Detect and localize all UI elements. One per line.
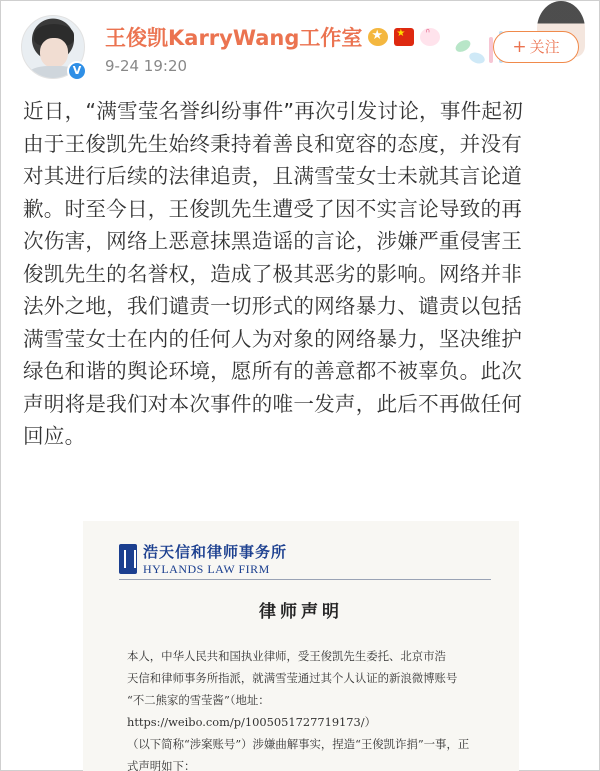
post-line: 声明将是我们对本次事件的唯一发声，此后不再做任何 <box>23 391 523 416</box>
law-firm-name <box>143 541 287 577</box>
law-firm-letterhead <box>119 541 287 577</box>
document-line: 天信和律师事务所指派，就满雪莹通过其个人认证的新浪微博账号 <box>127 671 458 685</box>
document-line: （以下简称“涉案账号”）涉嫌曲解事实，捏造“王俊凯诈捐”一事，正 <box>127 737 470 751</box>
document-line: “不二熊家的雪莹酱”（地址：https://weibo.com/p/1005051727719173/） <box>127 693 377 729</box>
post-line: 回应。 <box>23 424 86 448</box>
post-text <box>23 95 583 453</box>
law-firm-name-cn: 浩天信和律师事务所 <box>143 543 288 561</box>
post-line: 歉。时至今日，王俊凯先生遭受了因不实言论导致的再 <box>23 196 523 221</box>
leaf-icon <box>468 51 486 66</box>
document-line: 本人，中华人民共和国执业律师，受王俊凯先生委托、北京市浩 <box>127 649 446 663</box>
post-line: 绿色和谐的舆论环境，愿所有的善意都不被辜负。此次 <box>23 359 523 383</box>
post-header <box>1 1 600 91</box>
attached-document-image[interactable] <box>83 521 519 771</box>
document-title: 律师声明 <box>259 602 343 622</box>
crown-badge-icon[interactable] <box>368 28 388 46</box>
bunny-badge-icon[interactable] <box>420 28 440 46</box>
post-line: 次伤害，网络上恶意抹黑造谣的言论，涉嫌严重侵害王 <box>23 229 523 253</box>
plus-icon: + <box>512 37 527 57</box>
post-line: 法外之地，我们谴责一切形式的网络暴力、谴责以包括 <box>23 294 523 318</box>
china-flag-icon[interactable] <box>394 28 414 46</box>
document-body <box>127 645 493 771</box>
post-line: 由于王俊凯先生始终秉持着善良和宽容的态度，并没有 <box>23 131 523 156</box>
follow-button[interactable] <box>493 31 579 63</box>
account-name-row <box>105 23 440 51</box>
document-line: 式声明如下： <box>127 759 196 771</box>
letterhead-divider <box>119 579 491 580</box>
verified-icon: V <box>67 61 87 81</box>
leaf-icon <box>454 38 473 55</box>
post-line: 满雪莹女士在内的任何人为对象的网络暴力，坚决维护 <box>23 326 523 351</box>
post-line: 近日，“满雪莹名誉纠纷事件”再次引发讨论，事件起初 <box>23 99 523 123</box>
avatar-face <box>40 38 68 68</box>
follow-label: 关注 <box>529 38 560 56</box>
post-timestamp[interactable]: 9-24 19:20 <box>105 57 188 75</box>
account-name[interactable]: 王俊凯KarryWang工作室 <box>105 26 363 50</box>
post-line: 对其进行后续的法律追责，且满雪莹女士未就其言论道 <box>23 164 523 188</box>
law-firm-logo-icon <box>119 544 137 574</box>
law-firm-name-en: HYLANDS LAW FIRM <box>143 562 270 576</box>
post-line: 俊凯先生的名誉权，造成了极其恶劣的影响。网络并非 <box>23 261 523 286</box>
